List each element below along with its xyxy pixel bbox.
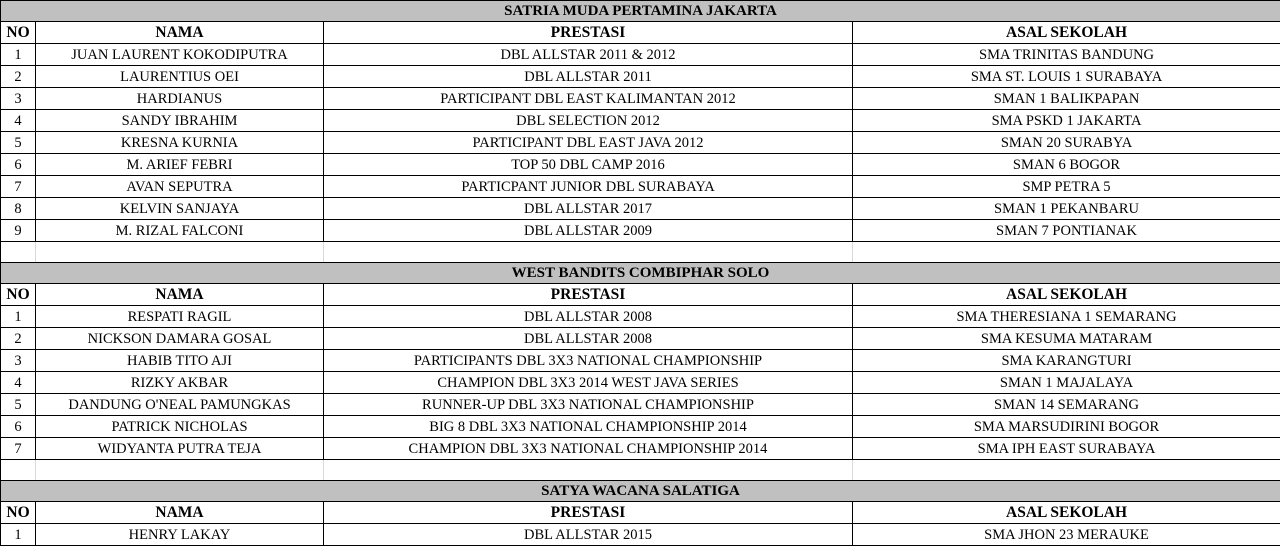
cell-asal[interactable]: SMAN 20 SURABYA — [853, 132, 1280, 154]
cell-asal[interactable]: SMA MARSUDIRINI BOGOR — [853, 416, 1280, 438]
cell-no[interactable]: 4 — [1, 110, 36, 132]
cell-prestasi[interactable]: DBL ALLSTAR 2017 — [324, 198, 853, 220]
cell-nama[interactable]: HARDIANUS — [36, 88, 324, 110]
cell-asal[interactable]: SMAN 6 BOGOR — [853, 154, 1280, 176]
header-prestasi[interactable]: PRESTASI — [324, 22, 853, 44]
cell-asal[interactable]: SMA THERESIANA 1 SEMARANG — [853, 306, 1280, 328]
cell-prestasi[interactable]: DBL ALLSTAR 2015 — [324, 524, 853, 546]
table-row — [1, 306, 1280, 328]
cell-no[interactable]: 1 — [1, 44, 36, 66]
cell-no[interactable]: 6 — [1, 416, 36, 438]
cell-asal[interactable]: SMA PSKD 1 JAKARTA — [853, 110, 1280, 132]
table-row — [1, 154, 1280, 176]
cell-no[interactable]: 1 — [1, 524, 36, 546]
empty-cell[interactable] — [1, 242, 36, 263]
cell-no[interactable]: 7 — [1, 176, 36, 198]
empty-cell[interactable] — [1, 460, 36, 481]
cell-prestasi[interactable]: TOP 50 DBL CAMP 2016 — [324, 154, 853, 176]
cell-prestasi[interactable]: CHAMPION DBL 3X3 2014 WEST JAVA SERIES — [324, 372, 853, 394]
team-title-row — [1, 481, 1280, 502]
table-row — [1, 524, 1280, 546]
cell-asal[interactable]: SMA IPH EAST SURABAYA — [853, 438, 1280, 460]
cell-prestasi[interactable]: PARTICIPANT DBL EAST JAVA 2012 — [324, 132, 853, 154]
table-row — [1, 350, 1280, 372]
cell-prestasi[interactable]: DBL ALLSTAR 2008 — [324, 328, 853, 350]
empty-cell[interactable] — [324, 460, 853, 481]
cell-no[interactable]: 5 — [1, 394, 36, 416]
cell-asal[interactable]: SMA TRINITAS BANDUNG — [853, 44, 1280, 66]
table-row — [1, 328, 1280, 350]
header-nama[interactable]: NAMA — [36, 22, 324, 44]
cell-no[interactable]: 8 — [1, 198, 36, 220]
cell-no[interactable]: 2 — [1, 328, 36, 350]
cell-asal[interactable]: SMA KARANGTURI — [853, 350, 1280, 372]
empty-cell[interactable] — [853, 242, 1280, 263]
cell-asal[interactable]: SMA JHON 23 MERAUKE — [853, 524, 1280, 546]
table-row — [1, 438, 1280, 460]
cell-nama[interactable]: NICKSON DAMARA GOSAL — [36, 328, 324, 350]
cell-asal[interactable]: SMA ST. LOUIS 1 SURABAYA — [853, 66, 1280, 88]
cell-prestasi[interactable]: PARTICIPANTS DBL 3X3 NATIONAL CHAMPIONSHIP — [324, 350, 853, 372]
cell-nama[interactable]: M. RIZAL FALCONI — [36, 220, 324, 242]
empty-cell[interactable] — [36, 460, 324, 481]
spacer-row — [1, 460, 1280, 481]
cell-prestasi[interactable]: BIG 8 DBL 3X3 NATIONAL CHAMPIONSHIP 2014 — [324, 416, 853, 438]
cell-nama[interactable]: RESPATI RAGIL — [36, 306, 324, 328]
cell-asal[interactable]: SMAN 1 PEKANBARU — [853, 198, 1280, 220]
header-nama[interactable]: NAMA — [36, 502, 324, 524]
table-row — [1, 394, 1280, 416]
table-row — [1, 220, 1280, 242]
table-row — [1, 416, 1280, 438]
cell-no[interactable]: 3 — [1, 350, 36, 372]
cell-prestasi[interactable]: DBL ALLSTAR 2011 & 2012 — [324, 44, 853, 66]
cell-nama[interactable]: KRESNA KURNIA — [36, 132, 324, 154]
table-row — [1, 66, 1280, 88]
team-title[interactable]: WEST BANDITS COMBIPHAR SOLO — [1, 263, 1280, 284]
cell-asal[interactable]: SMAN 7 PONTIANAK — [853, 220, 1280, 242]
cell-no[interactable]: 9 — [1, 220, 36, 242]
cell-no[interactable]: 6 — [1, 154, 36, 176]
table-row — [1, 372, 1280, 394]
table-row — [1, 132, 1280, 154]
cell-prestasi[interactable]: PARTICIPANT DBL EAST KALIMANTAN 2012 — [324, 88, 853, 110]
column-header-row — [1, 502, 1280, 524]
cell-asal[interactable]: SMAN 1 MAJALAYA — [853, 372, 1280, 394]
cell-no[interactable]: 2 — [1, 66, 36, 88]
team-title[interactable]: SATYA WACANA SALATIGA — [1, 481, 1280, 502]
cell-prestasi[interactable]: RUNNER-UP DBL 3X3 NATIONAL CHAMPIONSHIP — [324, 394, 853, 416]
cell-nama[interactable]: AVAN SEPUTRA — [36, 176, 324, 198]
cell-no[interactable]: 3 — [1, 88, 36, 110]
cell-nama[interactable]: HABIB TITO AJI — [36, 350, 324, 372]
cell-asal[interactable]: SMP PETRA 5 — [853, 176, 1280, 198]
empty-cell[interactable] — [324, 242, 853, 263]
header-no[interactable]: NO — [1, 502, 36, 524]
cell-prestasi[interactable]: DBL SELECTION 2012 — [324, 110, 853, 132]
cell-nama[interactable]: JUAN LAURENT KOKODIPUTRA — [36, 44, 324, 66]
header-no[interactable]: NO — [1, 284, 36, 306]
cell-nama[interactable]: KELVIN SANJAYA — [36, 198, 324, 220]
cell-asal[interactable]: SMAN 1 BALIKPAPAN — [853, 88, 1280, 110]
table-row — [1, 110, 1280, 132]
empty-cell[interactable] — [36, 242, 324, 263]
table-row — [1, 44, 1280, 66]
header-nama[interactable]: NAMA — [36, 284, 324, 306]
cell-no[interactable]: 1 — [1, 306, 36, 328]
column-header-row — [1, 22, 1280, 44]
table-row — [1, 198, 1280, 220]
table-row — [1, 88, 1280, 110]
header-asal[interactable]: ASAL SEKOLAH — [853, 284, 1280, 306]
team-title-row — [1, 263, 1280, 284]
cell-nama[interactable]: RIZKY AKBAR — [36, 372, 324, 394]
cell-nama[interactable]: M. ARIEF FEBRI — [36, 154, 324, 176]
cell-no[interactable]: 7 — [1, 438, 36, 460]
table-row — [1, 176, 1280, 198]
column-header-row — [1, 284, 1280, 306]
cell-prestasi[interactable]: CHAMPION DBL 3X3 NATIONAL CHAMPIONSHIP 2014 — [324, 438, 853, 460]
cell-prestasi[interactable]: DBL ALLSTAR 2011 — [324, 66, 853, 88]
cell-nama[interactable]: SANDY IBRAHIM — [36, 110, 324, 132]
empty-cell[interactable] — [853, 460, 1280, 481]
roster-table-body — [1, 1, 1280, 546]
cell-no[interactable]: 4 — [1, 372, 36, 394]
header-asal[interactable]: ASAL SEKOLAH — [853, 22, 1280, 44]
team-title-row — [1, 1, 1280, 22]
cell-nama[interactable]: LAURENTIUS OEI — [36, 66, 324, 88]
cell-asal[interactable]: SMAN 14 SEMARANG — [853, 394, 1280, 416]
cell-nama[interactable]: DANDUNG O'NEAL PAMUNGKAS — [36, 394, 324, 416]
cell-no[interactable]: 5 — [1, 132, 36, 154]
spacer-row — [1, 242, 1280, 263]
team-title[interactable]: SATRIA MUDA PERTAMINA JAKARTA — [1, 1, 1280, 22]
header-prestasi[interactable]: PRESTASI — [324, 284, 853, 306]
cell-prestasi[interactable]: PARTICPANT JUNIOR DBL SURABAYA — [324, 176, 853, 198]
cell-nama[interactable]: HENRY LAKAY — [36, 524, 324, 546]
cell-prestasi[interactable]: DBL ALLSTAR 2008 — [324, 306, 853, 328]
cell-nama[interactable]: WIDYANTA PUTRA TEJA — [36, 438, 324, 460]
header-asal[interactable]: ASAL SEKOLAH — [853, 502, 1280, 524]
header-prestasi[interactable]: PRESTASI — [324, 502, 853, 524]
header-no[interactable]: NO — [1, 22, 36, 44]
cell-nama[interactable]: PATRICK NICHOLAS — [36, 416, 324, 438]
cell-asal[interactable]: SMA KESUMA MATARAM — [853, 328, 1280, 350]
cell-prestasi[interactable]: DBL ALLSTAR 2009 — [324, 220, 853, 242]
